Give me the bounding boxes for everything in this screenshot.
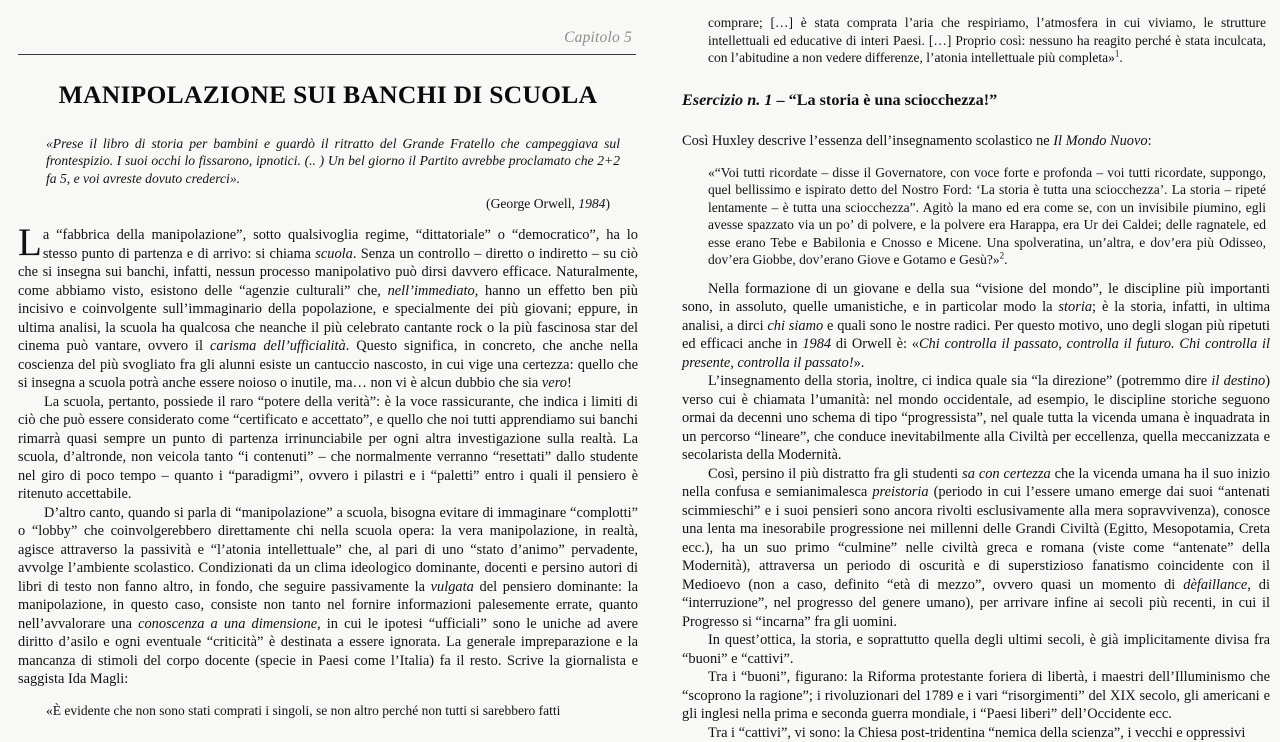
right-p1-italic3: 1984	[802, 336, 832, 353]
exercise-heading	[682, 91, 1270, 110]
epigraph-attribution	[46, 195, 610, 213]
left-p1-italic1: scuola	[315, 245, 353, 262]
footnote-marker-1: 1	[1114, 48, 1120, 59]
right-p2-italic1: il destino	[1211, 373, 1266, 390]
magli-quote-text: «È evidente che non sono stati comprati i singoli, se non altro perché non tutti si sarebbero fatti	[46, 702, 561, 718]
left-p1-italic3: carisma dell’ufficialità	[210, 338, 346, 355]
running-head: Capitolo 5	[564, 29, 632, 46]
left-p1-run4: . Questo significa, in concreto, che anche nella coscienza del più svogliato fra gli alunni esiste un cantuccio nascosto, in cui vige una certezza: quello che si insegna a scuola potrà anche essere noioso o inutile, ma… non vi è alcun dubbio che sia	[18, 338, 638, 392]
lead-in-run1: Così Huxley descrive l’essenza dell’insegnamento scolastico ne	[682, 133, 1054, 150]
right-p3-italic3: dèfaillance	[1183, 576, 1248, 593]
huxley-blockquote	[708, 164, 1266, 269]
left-p2-run1: La scuola, pertanto, possiede il raro “potere della verità”: è la voce rassicurante, che indica i limiti di ciò che può essere considerato come “certificato e accettato”, e quello che noi tutti apprendiamo sui banchi rimarrà quasi sempre un punto di partenza irrinunciabile per ogni altra investigazione sulla realtà. La scuola, d’altronde, non veicola tanto “i contenuti” – che normalmente verranno “resettati” dallo studente nel giro di poco tempo – quanto i “paradigmi”, ovvero i pilastri e i “paletti” entro i quali il pensiero è ritenuto accettabile.	[18, 393, 638, 503]
right-paragraph-4	[682, 631, 1270, 668]
huxley-quote-text: «“Voi tutti ricordate – disse il Governatore, con voce forte e profonda – voi tutti ricordate, suppongo, quel bellissimo e ispirato detto del Nostro Ford: ‘La storia è tutta una sciocchezza’. La storia – ripeté lentamente – è tutta una sciocchezza”. Agitò la mano ed era come se, con un invisibile piumino, egli avesse spazzato via un po’ di polvere, e la polvere era Harappa, era Ur dei Caldei; delle ragnatele, ed esse erano Tebe e Babilonia e Cnosso e Micene. Una spolveratina, un’altra, e dov’era più Odisseo, dov’era Giobbe, dov’erano Giove e Gotamo e Gesù?»	[708, 164, 1266, 268]
epigraph-source-suffix: )	[605, 195, 610, 211]
right-p4-run1: In quest’ottica, la storia, e soprattutto quella degli ultimi secoli, è già implicitamente divisa fra “buoni” e “cattivi”.	[682, 632, 1270, 667]
left-p3-run3: , in cui le ipotesi “ufficiali” sono le uniche ad avere diritto d’asilo e ogni eventuale “criticità” è destinata a essere ignorata. La generale impreparazione e la mancanza di stimoli del corpo docente (specie in Paesi come l’Italia) fa il resto. Scrive la giornalista e saggista Ida Magli:	[18, 615, 638, 688]
epigraph-quote	[46, 135, 620, 213]
exercise-heading-number: Esercizio n. 1	[682, 90, 773, 109]
magli-blockquote-continued	[708, 14, 1266, 67]
right-p1-italic4: Chi controlla il passato, controlla il futuro. Chi controlla il presente, controlla il passato!	[682, 336, 1270, 371]
left-p1-italic4: vero	[541, 375, 567, 392]
right-p1-italic2: chi siamo	[767, 317, 824, 334]
right-p1-run1: Nella formazione di un giovane e della sua “visione del mondo”, le discipline più importanti sono, in assoluto, quelle umanistiche, e in particolar modo la	[682, 280, 1270, 316]
exercise-heading-title: – “La storia è una sciocchezza!”	[772, 90, 998, 109]
right-paragraph-1	[682, 280, 1270, 373]
right-paragraph-6	[682, 724, 1270, 742]
right-p3-italic1: sa con certezza	[962, 465, 1051, 482]
left-page-column	[0, 0, 660, 718]
right-p3-italic2: preistoria	[872, 484, 929, 501]
right-p3-run2: che la vicenda umana ha il suo inizio nella confusa e semianimalesca	[682, 465, 1270, 501]
right-p1-italic1: storia	[1058, 299, 1093, 316]
left-paragraph-3	[18, 504, 638, 689]
left-p3-italic2: conoscenza a una dimensione	[138, 615, 318, 632]
right-page-column	[660, 0, 1280, 741]
right-p3-run1: Così, persino il più distratto fra gli studenti	[708, 465, 963, 482]
magli-quote-period: .	[1119, 50, 1123, 66]
right-paragraph-3	[682, 465, 1270, 632]
right-p2-run1: L’insegnamento della storia, inoltre, ci indica quale sia “la direzione” (potremmo dire	[708, 373, 1212, 390]
left-p3-run2: del pensiero dominante: la manipolazione, in questo caso, consiste non tanto nel fornire informazioni palesemente errate, quanto nell’avvalorare una	[18, 578, 638, 632]
drop-cap-letter: L	[18, 221, 42, 265]
footnote-marker-2: 2	[999, 250, 1005, 261]
right-p2-run2: ) verso cui è chiamata l’umanità: nel mondo occidentale, ad esempio, le discipline storiche seguono ormai da decenni uno schema di tipo “progressista”, nel quale tutta la vicenda umana è inquadrata in un percorso “lineare”, che conduce inevitabilmente alla Civiltà per eccellenza, quella meccanizzata e secolarista della Modernità.	[682, 373, 1270, 464]
left-p1-run1: a “fabbrica della manipolazione”, sotto qualsivoglia regime, “dittatoriale” o “democratico”, ha lo stesso punto di partenza e di arrivo: si chiama	[42, 227, 638, 262]
right-paragraph-2	[682, 372, 1270, 465]
chapter-title: MANIPOLAZIONE SUI BANCHI DI SCUOLA	[58, 79, 598, 109]
right-p1-run3: e quali sono le nostre radici. Per questo motivo, uno degli slogan più ripetuti ed efficaci anche in	[682, 317, 1271, 353]
lead-in-run2: :	[1147, 133, 1152, 150]
right-p5-run1: Tra i “buoni”, figurano: la Riforma protestante foriera di libertà, i maestri dell’Illuminismo che “scoprono la ragione”; i rivoluzionari del 1789 e i vari “risorgimenti” del XIX secolo, gli americani e gli inglesi nella prima e seconda guerra mondiale, i “Paesi liberi” dell’Occidente ecc.	[682, 669, 1270, 723]
left-p1-italic2: nell’immediato	[387, 282, 475, 299]
right-paragraph-5	[682, 668, 1270, 724]
right-p3-run3: (periodo in cui l’essere umano emerge dai suoi “antenati scimmieschi” e i suoi pensieri sono ancora rivolti esclusivamente alla mera sopravvivenza), conosce una lenta ma inesorabile progressione nei millenni delle Grandi Civiltà (Egitto, Mesopotamia, Creta ecc.), ha un suo primo “culmine” nelle civiltà greca e romana (viste come “antenate” della Modernità), attraversa un periodo di oscurità e di superstizioso fanatismo coincidente con il Medioevo (non a caso, definito “età di mezzo”, ovvero quasi un momento di	[682, 484, 1270, 593]
left-p3-run1: D’altro canto, quando si parla di “manipolazione” a scuola, bisogna evitare di immaginare “complotti” o “lobby” che coinvolgerebbero direttamente chi nella scuola opera: la vera manipolazione, in realtà, agisce attraverso la passività e “l’atonia intellettuale” che, al pari di uno “stato d’animo” pervadente, avvolge l’ambiente scolastico. Condizionati da un clima ideologico dominante, docenti e persino autori di libri di testo non fanno altro, in fondo, che seguire passivamente la	[18, 504, 638, 595]
left-p1-run5: !	[566, 375, 572, 392]
left-paragraph-2	[18, 393, 638, 504]
left-paragraph-1	[18, 221, 639, 393]
left-p3-italic1: vulgata	[430, 578, 474, 595]
header-rule	[18, 54, 636, 55]
lead-in-book-title: Il Mondo Nuovo	[1053, 133, 1148, 150]
magli-quote-continued-text: comprare; […] è stata comprata l’aria che respiriamo, l’atmosfera in cui viviamo, le strutture intellettuali ed educative di interi Paesi. […] Proprio così: nessuno ha reagito perché è stata inculcata, con l’abitudine a non vedere differenze, l’atonia intellettuale più completa»	[708, 15, 1266, 66]
right-p6-run1: Tra i “cattivi”, vi sono: la Chiesa post-tridentina “nemica della scienza”, i vecchi e oppressivi	[708, 724, 1246, 741]
epigraph-source-work: 1984	[578, 195, 606, 211]
huxley-quote-period: .	[1004, 252, 1008, 268]
right-p3-run4: , di “interruzione”, nel progresso del genere umano), per arrivare infine ai secoli più recenti, in cui il Progresso si “incarna” fra gli uomini.	[682, 576, 1270, 630]
epigraph-source-prefix: (George Orwell,	[486, 195, 579, 211]
right-p1-run5: ».	[853, 354, 865, 371]
huxley-lead-in	[682, 132, 1270, 151]
left-p1-run2: . Senza un controllo – diretto o indiretto – su ciò che si insegna sui banchi, infatti, nessun processo manipolativo può dirsi davvero efficace. Naturalmente, come abbiamo visto, esistono delle “agenzie culturali” che,	[18, 245, 638, 299]
epigraph-text: «Prese il libro di storia per bambini e guardò il ritratto del Grande Fratello che campeggiava sul frontespizio. I suoi occhi lo fissarono, ipnotici. (.. ) Un bel giorno il Partito avrebbe proclamato che 2+2 fa 5, e voi avreste dovuto crederci».	[46, 135, 620, 186]
right-p1-run4: di Orwell è: «	[831, 336, 919, 353]
right-p1-run2: ; è la storia, infatti, in ultima analisi, a dirci	[682, 299, 1270, 334]
left-p1-run3: , hanno un effetto ben più incisivo e coinvolgente sull’immaginario della popolazione, e specialmente dei più giovani; eppure, in ultima analisi, la scuola ha qualcosa che neanche il più celebrato cantante rock o la più fascinosa star del cinema può vantare, ovvero il	[18, 282, 639, 355]
magli-blockquote-start	[46, 702, 632, 720]
